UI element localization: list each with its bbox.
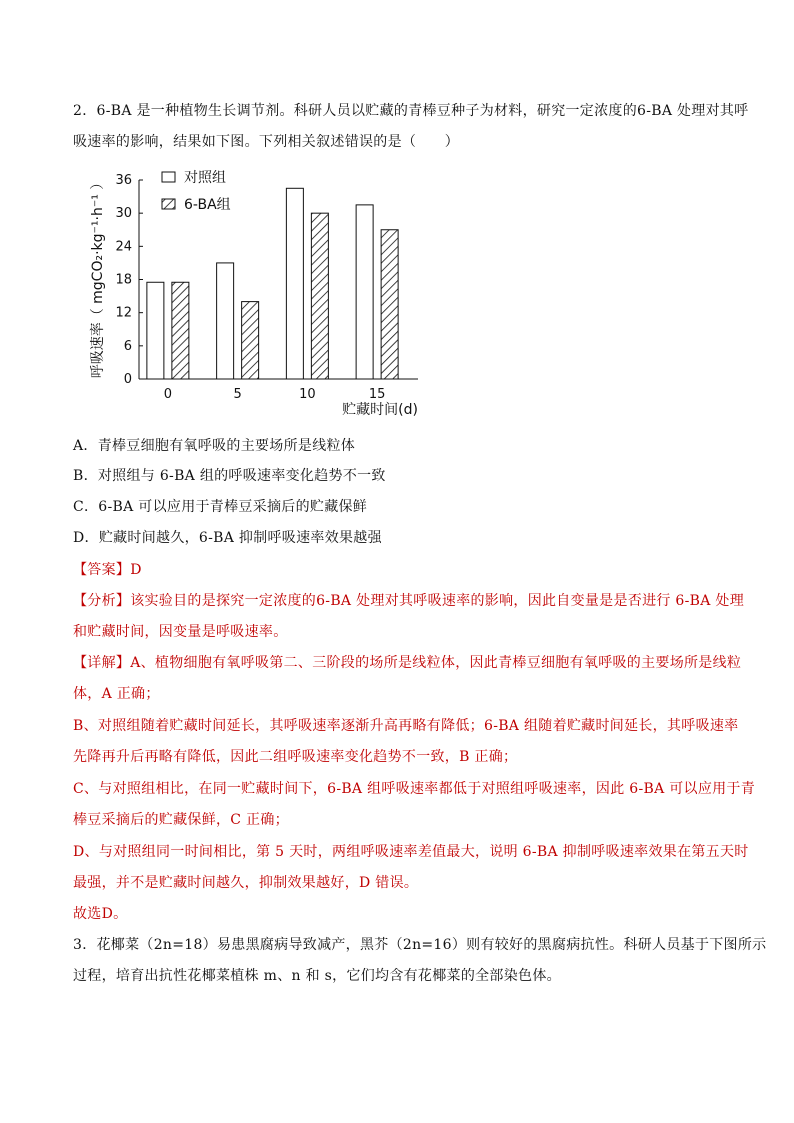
bar-6ba bbox=[311, 213, 328, 379]
legend-label: 对照组 bbox=[184, 170, 226, 186]
detail-line6: 棒豆采摘后的贮藏保鲜，C 正确； bbox=[73, 812, 289, 828]
bar-6ba bbox=[242, 302, 259, 379]
detail-line5: C、与对照组相比，在同一贮藏时间下，6-BA 组呼吸速率都低于对照组呼吸速率，因此 6-BA 可以应用于青 bbox=[73, 781, 756, 797]
x-tick-label: 0 bbox=[163, 387, 173, 402]
option-d: D．贮藏时间越久，6-BA 抑制呼吸速率效果越强 bbox=[73, 530, 382, 546]
option-b: B．对照组与 6-BA 组的呼吸速率变化趋势不一致 bbox=[73, 468, 386, 484]
chart-svg bbox=[80, 165, 440, 425]
bar-control bbox=[356, 205, 373, 379]
question3-line2: 过程，培育出抗性花椰菜植株 m、n 和 s，它们均含有花椰菜的全部染色体。 bbox=[73, 968, 561, 984]
answer-line bbox=[73, 560, 723, 580]
analysis-text: 该实验目的是探究一定浓度的6-BA 处理对其呼吸速率的影响，因此自变量是是否进行 6-BA 处理 bbox=[130, 593, 745, 609]
bar-6ba bbox=[381, 230, 398, 379]
detail-line7: D、与对照组同一时间相比，第 5 天时，两组呼吸速率差值最大，说明 6-BA 抑制呼吸速率效果在第五天时 bbox=[73, 844, 749, 860]
option-a: A．青棒豆细胞有氧呼吸的主要场所是线粒体 bbox=[73, 438, 356, 454]
y-tick-label: 12 bbox=[115, 305, 132, 321]
detail-line3: B、对照组随着贮藏时间延长，其呼吸速率逐渐升高再略有降低；6-BA 组随着贮藏时间延长，其呼吸速率 bbox=[73, 718, 739, 734]
y-tick-label: 30 bbox=[115, 206, 132, 222]
detail-text: A、植物细胞有氧呼吸第二、三阶段的场所是线粒体，因此青棒豆细胞有氧呼吸的主要场所是线粒 bbox=[130, 655, 742, 671]
y-tick-label: 18 bbox=[115, 272, 132, 288]
x-tick-label: 5 bbox=[233, 387, 242, 402]
chart-bars bbox=[147, 188, 398, 379]
detail-tag: 【详解】 bbox=[73, 655, 131, 671]
y-axis-label: 呼吸速率（ mgCO₂·kg⁻¹·h⁻¹ ） bbox=[90, 175, 106, 379]
y-tick-label: 36 bbox=[115, 173, 132, 188]
x-tick-label: 15 bbox=[368, 387, 386, 402]
y-tick-label: 0 bbox=[123, 372, 132, 387]
legend-swatch-6ba bbox=[162, 199, 175, 209]
chart-legend bbox=[162, 170, 231, 213]
legend-swatch-control bbox=[162, 172, 175, 182]
respiration-rate-bar-chart bbox=[80, 165, 440, 425]
legend-label: 6-BA组 bbox=[184, 197, 231, 213]
detail-line2: 体，A 正确； bbox=[73, 686, 160, 702]
analysis-tag: 【分析】 bbox=[73, 593, 131, 609]
y-tick-label: 6 bbox=[123, 338, 132, 354]
detail-line1 bbox=[73, 653, 742, 673]
y-tick-label: 24 bbox=[115, 239, 132, 255]
bar-control bbox=[286, 188, 303, 379]
question2-stem-line2: 吸速率的影响，结果如下图。下列相关叙述错误的是（ ） bbox=[73, 134, 460, 150]
option-c: C．6-BA 可以应用于青棒豆采摘后的贮藏保鲜 bbox=[73, 499, 368, 515]
bar-6ba bbox=[172, 282, 189, 379]
detail-line4: 先降再升后再略有降低，因此二组呼吸速率变化趋势不一致，B 正确； bbox=[73, 749, 518, 765]
answer-value: D bbox=[130, 562, 142, 578]
bar-control bbox=[217, 263, 234, 379]
x-axis-label: 贮藏时间(d) bbox=[342, 402, 418, 418]
y-axis-label-group bbox=[89, 176, 106, 379]
answer-tag: 【答案】 bbox=[73, 562, 131, 578]
x-tick-label: 10 bbox=[299, 387, 316, 402]
detail-line8: 最强，并不是贮藏时间越久，抑制效果越好，D 错误。 bbox=[73, 875, 419, 891]
conclusion: 故选D。 bbox=[73, 906, 128, 922]
question3-line1: 3．花椰菜（2n=18）易患黑腐病导致减产，黑芥（2n=16）则有较好的黑腐病抗性。科研人员基于下图所示 bbox=[73, 937, 767, 953]
analysis-line2: 和贮藏时间，因变量是呼吸速率。 bbox=[73, 624, 288, 640]
question2-stem-line1: 2．6-BA 是一种植物生长调节剂。科研人员以贮藏的青棒豆种子为材料，研究一定浓度的6-BA 处理对其呼 bbox=[73, 103, 749, 119]
bar-control bbox=[147, 282, 164, 379]
analysis-line1 bbox=[73, 591, 745, 611]
